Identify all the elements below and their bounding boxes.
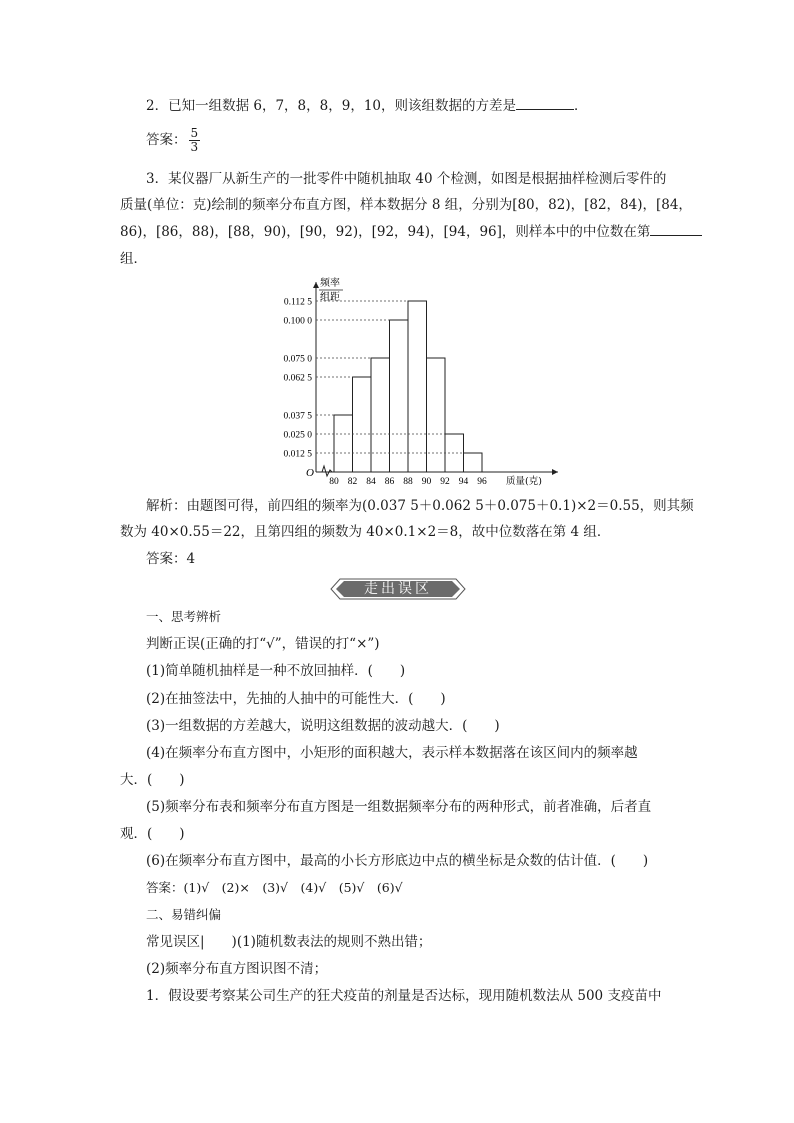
section2-line-3: 1．假设要考察某公司生产的狂犬疫苗的剂量是否达标，现用随机数法从 500 支疫苗中 — [146, 988, 662, 1004]
q2-answer — [146, 127, 706, 154]
q3-line-2: 质量(单位：克)绘制的频率分布直方图，样本数据分 8 组，分别为[80，82)，[82，84)，[84， — [120, 197, 692, 213]
y-tick-label: 0.112 5 — [283, 297, 312, 308]
y-tick-label: 0.037 5 — [283, 411, 312, 422]
section2-line-1: 常见误区| )(1)随机数表法的规则不熟出错； — [146, 934, 432, 950]
q2-blank — [516, 97, 574, 110]
x-tick-label: 84 — [366, 477, 376, 487]
section1-item-5: (5)频率分布表和频率分布直方图是一组数据频率分布的两种形式，前者准确，后者直 — [146, 799, 652, 815]
q2-end: ． — [574, 98, 588, 114]
q3-solution-1: 解析：由题图可得，前四组的频率为(0.037 5＋0.062 5＋0.075＋0.1)×2＝0.55，则其频 — [146, 498, 694, 514]
section1-title: 一、思考辨析 — [146, 609, 222, 624]
histogram-bar — [464, 453, 483, 472]
x-tick-label: 90 — [421, 477, 432, 487]
y-label-denominator: 组距 — [320, 292, 340, 303]
fraction-denominator: 3 — [190, 140, 199, 154]
q3-solution-2: 数为 40×0.55＝22，且第四组的频数为 40×0.1×2＝8，故中位数落在第 4 组． — [120, 524, 611, 540]
histogram-chart — [270, 270, 560, 492]
section1-item-3: (3)一组数据的方差越大，说明这组数据的波动越大．( ) — [146, 718, 500, 734]
q2-text — [146, 97, 706, 115]
x-tick-label: 80 — [329, 477, 339, 487]
x-tick-label: 82 — [347, 477, 358, 487]
q3-blank — [650, 223, 702, 236]
y-axis-arrow — [313, 282, 319, 288]
x-axis-arrow — [552, 469, 558, 475]
axis-break — [322, 466, 332, 476]
y-tick-label: 0.100 0 — [283, 316, 312, 327]
section1-item-1: (1)简单随机抽样是一种不放回抽样．( ) — [146, 663, 406, 679]
histogram-bar — [353, 377, 372, 472]
section2-line-2: (2)频率分布直方图识图不清； — [146, 961, 328, 977]
q2-answer-label: 答案： — [146, 132, 187, 148]
section1-item-4: (4)在频率分布直方图中，小矩形的面积越大，表示样本数据落在该区间内的频率越 — [146, 745, 638, 761]
q3-answer: 答案：4 — [146, 551, 196, 567]
histogram-bar — [390, 320, 409, 472]
section1-item-2: (2)在抽签法中，先抽的人抽中的可能性大．( ) — [146, 691, 446, 707]
x-axis-label: 质量(克) — [506, 476, 542, 487]
q3-line-1: 3．某仪器厂从新生产的一批零件中随机抽取 40 个检测，如图是根据抽样检测后零件的 — [146, 171, 667, 187]
section1-item-4-cont: 大．( ) — [120, 772, 185, 788]
section1-item-5-cont: 观．( ) — [120, 826, 185, 842]
origin-label: O — [306, 467, 314, 479]
y-tick-label: 0.025 0 — [283, 430, 312, 441]
x-tick-label: 92 — [440, 477, 450, 487]
x-tick-label: 94 — [458, 477, 469, 487]
x-tick-label: 96 — [477, 477, 487, 487]
histogram-bar — [334, 415, 353, 472]
y-tick-label: 0.062 5 — [283, 373, 312, 384]
section1-intro: 判断正误(正确的打“√”，错误的打“×”) — [146, 636, 380, 652]
q2-answer-fraction — [189, 127, 201, 154]
q3-line-3 — [120, 223, 680, 241]
y-tick-label: 0.012 5 — [283, 449, 312, 460]
section2-title: 二、易错纠偏 — [146, 907, 222, 922]
section1-item-6: (6)在频率分布直方图中，最高的小长方形底边中点的横坐标是众数的估计值．( ) — [146, 853, 649, 869]
q2-stem: 2．已知一组数据 6，7，8，8，9，10，则该组数据的方差是 — [146, 98, 517, 114]
x-tick-label: 88 — [403, 477, 413, 487]
fraction-numerator: 5 — [190, 126, 199, 140]
section1-answer: 答案：(1)√ (2)× (3)√ (4)√ (5)√ (6)√ — [146, 880, 403, 895]
histogram-bar — [408, 301, 427, 472]
section-banner — [330, 578, 466, 600]
q3-line-4: 组． — [120, 251, 147, 267]
y-label-numerator: 频率 — [320, 278, 340, 289]
y-tick-label: 0.075 0 — [283, 354, 312, 365]
q3-line-3-text: 86)，[86，88)，[88，90)，[90，92)，[92，94)，[94，96]，则样本中的中位数在第 — [120, 224, 651, 240]
histogram-bar — [427, 358, 446, 472]
histogram-bar — [371, 358, 390, 472]
banner-label: 走出误区 — [364, 581, 432, 597]
x-tick-label: 86 — [384, 477, 395, 487]
